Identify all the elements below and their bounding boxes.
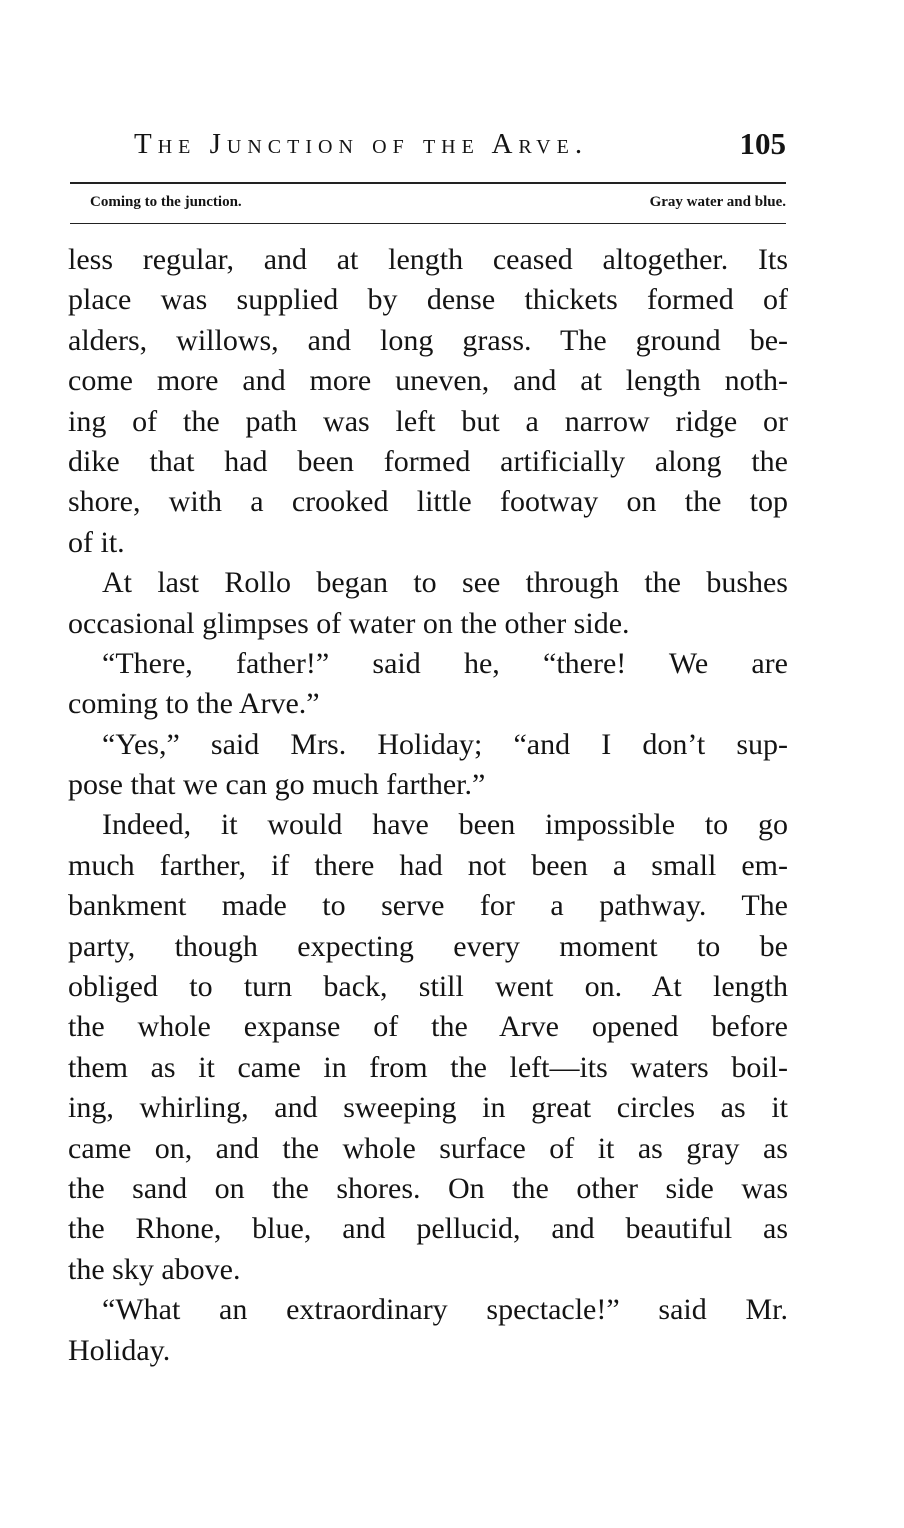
text-line: At last Rollo began to see through the bushes	[102, 566, 788, 600]
text-line: occasional glimpses of water on the other side.	[68, 606, 630, 640]
text-line: pose that we can go much farther.”	[68, 768, 486, 802]
text-line: the Rhone, blue, and pellucid, and beautiful as	[68, 1212, 788, 1246]
body-text	[68, 240, 788, 1371]
text-line: less regular, and at length ceased altogether. Its	[68, 243, 788, 276]
text-line: ing, whirling, and sweeping in great circles as it	[68, 1091, 788, 1125]
text-line: “There, father!” said he, “there! We are	[102, 646, 788, 680]
text-line: Indeed, it would have been impossible to go	[102, 808, 788, 842]
text-line: place was supplied by dense thickets formed of	[68, 283, 788, 317]
header-rule-bottom	[70, 223, 786, 224]
text-line: the sky above.	[68, 1252, 241, 1286]
text-line: come more and more uneven, and at length noth-	[68, 364, 788, 398]
text-line: them as it came in from the left—its waters boil-	[68, 1050, 788, 1084]
header-rule-top	[70, 182, 786, 184]
text-line: party, though expecting every moment to be	[68, 929, 788, 963]
text-line: alders, willows, and long grass. The ground be-	[68, 323, 788, 357]
text-line: “What an extraordinary spectacle!” said Mr.	[102, 1293, 788, 1327]
text-line: shore, with a crooked little footway on the top	[68, 485, 788, 519]
text-line: coming to the Arve.”	[68, 687, 320, 721]
text-line: of it.	[68, 525, 125, 559]
text-line: the sand on the shores. On the other side was	[68, 1171, 788, 1205]
text-line: much farther, if there had not been a small em-	[68, 848, 788, 882]
marginal-note-left: Coming to the junction.	[90, 194, 242, 210]
running-head	[134, 124, 786, 168]
text-line: bankment made to serve for a pathway. The	[68, 889, 788, 923]
text-line: the whole expanse of the Arve opened before	[68, 1010, 788, 1044]
text-line: dike that had been formed artificially along the	[68, 444, 788, 478]
text-line: ing of the path was left but a narrow ridge or	[68, 404, 788, 438]
text-line: Holiday.	[68, 1333, 171, 1367]
text-line: obliged to turn back, still went on. At length	[68, 970, 788, 1004]
page-number: 105	[739, 126, 786, 161]
running-title: The Junction of the Arve.	[134, 128, 589, 160]
marginal-note-right: Gray water and blue.	[649, 194, 786, 210]
text-line: came on, and the whole surface of it as gray as	[68, 1131, 788, 1165]
text-line: “Yes,” said Mrs. Holiday; “and I don’t sup-	[102, 727, 788, 761]
